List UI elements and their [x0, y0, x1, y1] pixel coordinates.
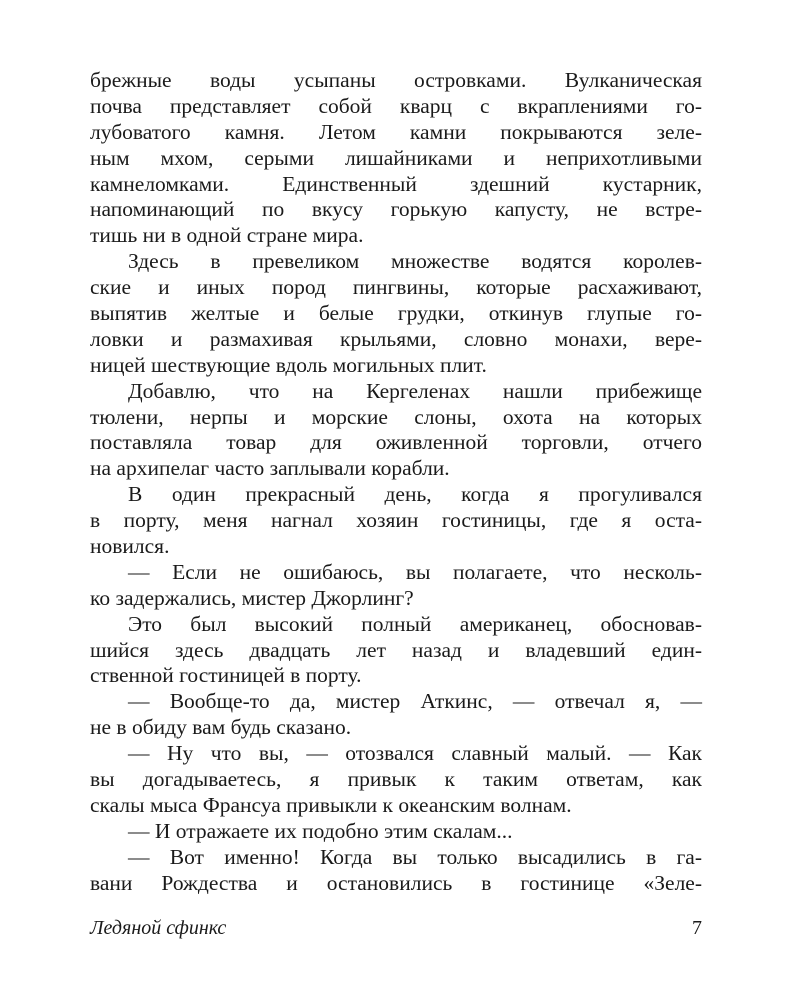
text-line: ным мхом, серыми лишайниками и неприхотливыми — [90, 145, 702, 170]
text-line: ницей шествующие вдоль могильных плит. — [90, 352, 487, 377]
text-line: вы догадываетесь, я привык к таким ответам, как — [90, 767, 702, 792]
text-line: — Если не ошибаюсь, вы полагаете, что несколь- — [128, 559, 702, 584]
text-line: новился. — [90, 534, 170, 559]
text-line: — И отражаете их подобно этим скалам... — [128, 818, 513, 843]
body-text — [90, 68, 702, 897]
text-line: на архипелаг часто заплывали корабли. — [90, 456, 450, 481]
text-line: не в обиду вам будь сказано. — [90, 715, 352, 740]
text-line: в порту, меня нагнал хозяин гостиницы, где я оста- — [90, 508, 702, 533]
text-line: Добавлю, что на Кергеленах нашли прибежище — [128, 378, 702, 403]
text-line: скалы мыса Франсуа привыкли к океанским волнам. — [90, 792, 572, 817]
text-line: шийся здесь двадцать лет назад и владевший един- — [90, 637, 702, 662]
text-line: тишь ни в одной стране мира. — [90, 223, 364, 248]
text-line: Здесь в превеликом множестве водятся королев- — [128, 249, 702, 274]
text-line: — Вот именно! Когда вы только высадились в га- — [128, 844, 702, 869]
text-line: вани Рождества и остановились в гостинице «Зеле- — [90, 870, 702, 895]
text-line: В один прекрасный день, когда я прогуливался — [128, 482, 702, 507]
text-line: лубоватого камня. Летом камни покрываются зеле- — [90, 119, 702, 144]
running-footer-title: Ледяной сфинкс — [90, 917, 227, 939]
text-line: выпятив желтые и белые грудки, откинув глупые го- — [90, 301, 702, 326]
text-line: — Ну что вы, — отозвался славный малый. — Как — [128, 741, 702, 766]
text-line: ственной гостиницей в порту. — [90, 663, 362, 688]
text-line: ко задержались, мистер Джорлинг? — [90, 585, 414, 610]
text-line: камнеломками. Единственный здешний кустарник, — [90, 171, 702, 196]
text-line: ловки и размахивая крыльями, словно монахи, вере- — [90, 326, 702, 351]
text-line: поставляла товар для оживленной торговли, отчего — [90, 430, 702, 455]
text-line: почва представляет собой кварц с вкраплениями го- — [90, 93, 702, 118]
text-line: Это был высокий полный американец, обосновав- — [128, 611, 702, 636]
text-line: ские и иных пород пингвины, которые расхаживают, — [90, 275, 702, 300]
text-line: напоминающий по вкусу горькую капусту, не встре- — [90, 197, 702, 222]
text-line: — Вообще-то да, мистер Аткинс, — отвечал я, — — [128, 689, 702, 714]
page-number: 7 — [692, 917, 702, 939]
text-line: брежные воды усыпаны островками. Вулканическая — [90, 68, 702, 92]
text-line: тюлени, нерпы и морские слоны, охота на которых — [90, 404, 702, 429]
